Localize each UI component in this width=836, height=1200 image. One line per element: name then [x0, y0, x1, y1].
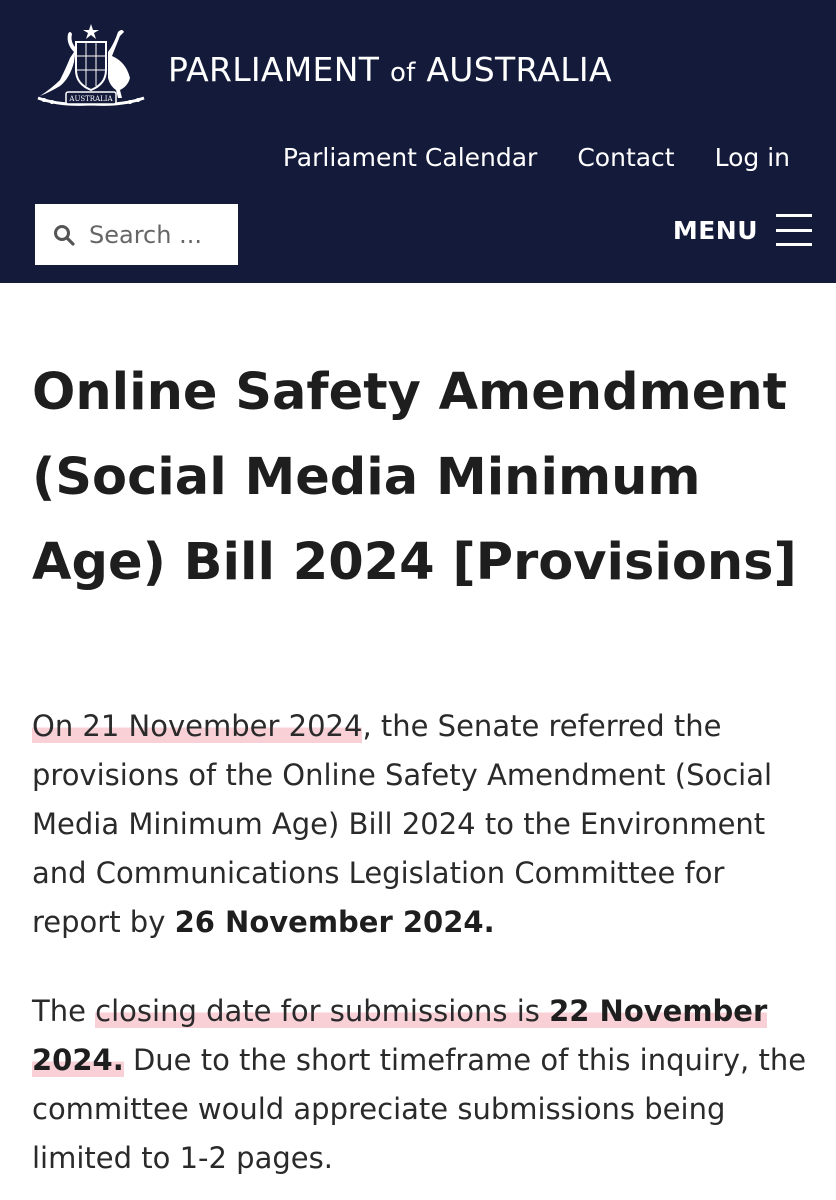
submissions-paragraph [32, 987, 822, 1183]
menu-label: MENU [672, 215, 758, 245]
report-date: 26 November 2024. [174, 905, 495, 939]
referral-date-highlight: On 21 November 2024 [32, 709, 363, 743]
intro-paragraph [32, 702, 822, 947]
closing-date-highlight: closing date for submissions is [95, 994, 550, 1028]
brand-country: AUSTRALIA [426, 50, 612, 89]
closing-date: 22 November 2024. [32, 994, 768, 1077]
nav-parliament-calendar[interactable]: Parliament Calendar [282, 143, 538, 172]
submissions-text: Due to the short timeframe of this inquiry, the committee would appreciate submissions being limited to 1-2 pages. [32, 1043, 807, 1175]
page-title: Online Safety Amendment (Social Media Minimum Age) Bill 2024 [Provisions] [32, 363, 797, 592]
svg-text:AUSTRALIA: AUSTRALIA [69, 95, 113, 103]
intro-text: , the Senate referred the provisions of the Online Safety Amendment (Social Media Minimum Age) Bill 2024 to the Environment and Communications Legislation Committee for report by [32, 709, 773, 939]
nav-log-in[interactable]: Log in [714, 143, 790, 172]
nav-contact[interactable]: Contact [577, 143, 675, 172]
submissions-start: The [32, 994, 96, 1028]
brand-of: of [389, 58, 416, 88]
brand-main: PARLIAMENT [168, 50, 380, 89]
